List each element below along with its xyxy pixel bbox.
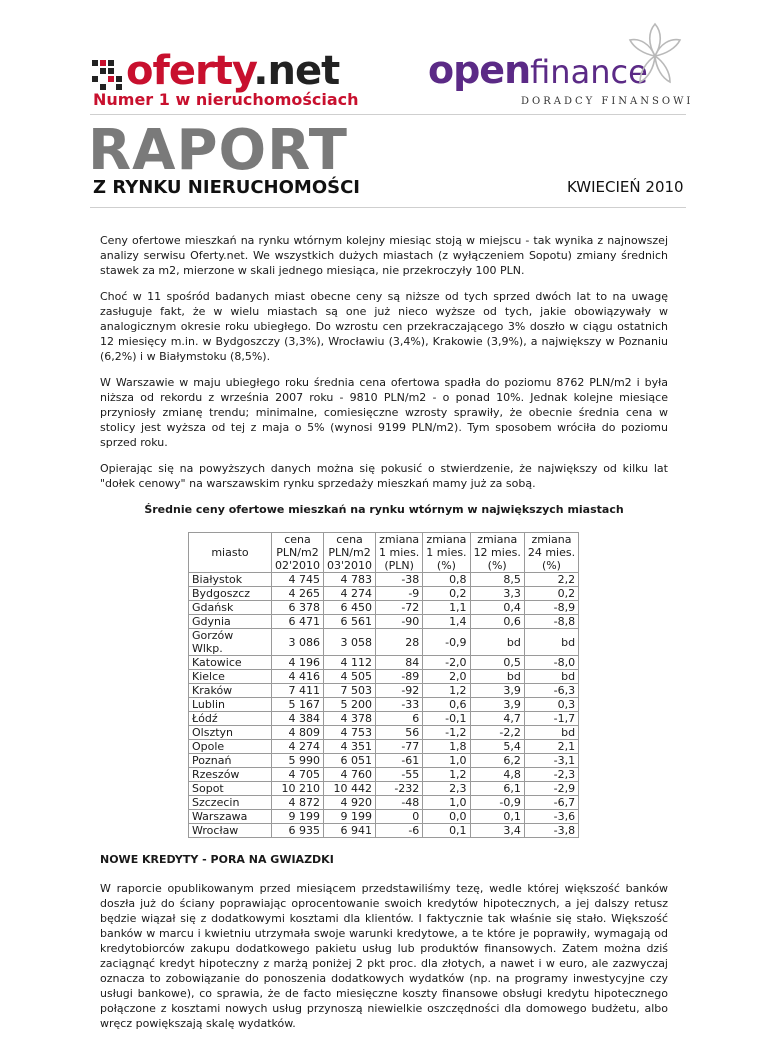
value-cell: 10 210 [272, 782, 324, 796]
table-row [189, 587, 579, 601]
value-cell: 4 705 [272, 768, 324, 782]
value-cell: 3,4 [470, 824, 524, 838]
value-cell: 4 920 [324, 796, 376, 810]
city-cell: Olsztyn [189, 726, 272, 740]
report-header [0, 0, 768, 215]
value-cell: -9 [376, 587, 423, 601]
column-header-line: zmiana [379, 533, 420, 546]
column-header-line: zmiana [531, 533, 572, 546]
column-header-line: (%) [487, 559, 507, 572]
value-cell: 1,4 [423, 615, 470, 629]
value-cell: bd [470, 629, 524, 656]
value-cell: 84 [376, 656, 423, 670]
table-row [189, 824, 579, 838]
city-cell: Lublin [189, 698, 272, 712]
column-header-line: PLN/m2 [328, 546, 371, 559]
city-cell: Szczecin [189, 796, 272, 810]
value-cell: 4 384 [272, 712, 324, 726]
value-cell: -77 [376, 740, 423, 754]
value-cell: 6 [376, 712, 423, 726]
header-top-rule [90, 114, 686, 115]
value-cell: 28 [376, 629, 423, 656]
column-header-line: (PLN) [384, 559, 414, 572]
column-header-line: cena [284, 533, 311, 546]
value-cell: -6,7 [524, 796, 578, 810]
city-cell: Łódź [189, 712, 272, 726]
value-cell: bd [524, 670, 578, 684]
value-cell: 3 058 [324, 629, 376, 656]
value-cell: bd [524, 629, 578, 656]
value-cell: 0,1 [423, 824, 470, 838]
value-cell: 3,9 [470, 684, 524, 698]
open-finance-subtitle: DORADCY FINANSOWI [521, 96, 694, 107]
value-cell: 1,0 [423, 796, 470, 810]
city-cell: Gorzów Wlkp. [189, 629, 272, 656]
value-cell: 6,2 [470, 754, 524, 768]
value-cell: 1,2 [423, 684, 470, 698]
city-cell: Białystok [189, 573, 272, 587]
value-cell: -8,9 [524, 601, 578, 615]
value-cell: 6 051 [324, 754, 376, 768]
column-header-line: PLN/m2 [276, 546, 319, 559]
table-row [189, 656, 579, 670]
intro-paragraph: Ceny ofertowe mieszkań na rynku wtórnym kolejny miesiąc stoją w miejscu - tak wynika z najnowszej analizy serwisu Oferty.net. We wszystkich dużych miastach (z wyłączeniem Sopotu) zmiany średnich stawek za m2, mierzone w skali jednego miesiąca, nie przekroczyły 100 PLN. [100, 234, 668, 277]
city-cell: Warszawa [189, 810, 272, 824]
value-cell: 0 [376, 810, 423, 824]
column-header [376, 533, 423, 573]
value-cell: 10 442 [324, 782, 376, 796]
value-cell: bd [524, 726, 578, 740]
value-cell: 4 872 [272, 796, 324, 810]
value-cell: 6 561 [324, 615, 376, 629]
value-cell: 0,8 [423, 573, 470, 587]
table-title: Średnie ceny ofertowe mieszkań na rynku wtórnym w największych miastach [144, 503, 624, 516]
city-cell: Kraków [189, 684, 272, 698]
column-header-city [189, 533, 272, 573]
value-cell: -2,0 [423, 656, 470, 670]
table-row [189, 629, 579, 656]
value-cell: 4,8 [470, 768, 524, 782]
city-cell: Gdańsk [189, 601, 272, 615]
value-cell: 4 760 [324, 768, 376, 782]
table-row [189, 670, 579, 684]
value-cell: -61 [376, 754, 423, 768]
value-cell: -55 [376, 768, 423, 782]
value-cell: -92 [376, 684, 423, 698]
value-cell: -1,7 [524, 712, 578, 726]
value-cell: -8,8 [524, 615, 578, 629]
value-cell: 56 [376, 726, 423, 740]
value-cell: 6 471 [272, 615, 324, 629]
column-header-line: 02'2010 [275, 559, 321, 572]
value-cell: 9 199 [324, 810, 376, 824]
city-cell: Rzeszów [189, 768, 272, 782]
value-cell: 0,1 [470, 810, 524, 824]
header-bottom-rule [90, 207, 686, 208]
value-cell: 6 941 [324, 824, 376, 838]
column-header-line: 1 mies. [426, 546, 467, 559]
value-cell: -2,9 [524, 782, 578, 796]
value-cell: -3,1 [524, 754, 578, 768]
value-cell: 4,7 [470, 712, 524, 726]
table-header-row [189, 533, 579, 573]
intro-paragraph: Opierając się na powyższych danych można się pokusić o stwierdzenie, że największy od kilku lat "dołek cenowy" na warszawskim rynku sprzedaży mieszkań mamy już za sobą. [100, 462, 668, 490]
value-cell: -2,3 [524, 768, 578, 782]
value-cell: -48 [376, 796, 423, 810]
value-cell: 4 378 [324, 712, 376, 726]
city-cell: Opole [189, 740, 272, 754]
table-row [189, 796, 579, 810]
intro-paragraph: W Warszawie w maju ubiegłego roku średnia cena ofertowa spadła do poziomu 8762 PLN/m2 i była niższa od rekordu z września 2007 roku - 9810 PLN/m2 - o ponad 10%. Jednak kolejne miesiące przyniosły zmianę trendu; minimalne, comiesięczne wzrosty sprawiły, że obecnie średnia cena w stolicy jest wyższa od tej z maja o 5% (wynosi 9199 PLN/m2). Tym sposobem wróciła do poziomu sprzed roku. [100, 376, 668, 449]
column-header [272, 533, 324, 573]
value-cell: 4 505 [324, 670, 376, 684]
section-heading: NOWE KREDYTY - PORA NA GWIAZDKI [100, 853, 334, 866]
value-cell: -1,2 [423, 726, 470, 740]
value-cell: 4 265 [272, 587, 324, 601]
value-cell: 5 990 [272, 754, 324, 768]
table-row [189, 740, 579, 754]
value-cell: 6 935 [272, 824, 324, 838]
table-row [189, 754, 579, 768]
value-cell: 2,1 [524, 740, 578, 754]
value-cell: 0,2 [524, 587, 578, 601]
column-header-line: cena [336, 533, 363, 546]
value-cell: 2,0 [423, 670, 470, 684]
table-body [189, 573, 579, 838]
value-cell: 0,0 [423, 810, 470, 824]
report-date: KWIECIEŃ 2010 [567, 178, 684, 196]
value-cell: 1,2 [423, 768, 470, 782]
table-row [189, 726, 579, 740]
value-cell: 0,5 [470, 656, 524, 670]
grid-squares-icon [92, 60, 122, 90]
column-header [423, 533, 470, 573]
value-cell: -89 [376, 670, 423, 684]
value-cell: 2,3 [423, 782, 470, 796]
report-body [100, 233, 668, 1042]
value-cell: -0,1 [423, 712, 470, 726]
column-header-line: miasto [211, 546, 249, 559]
column-header-line: 12 mies. [473, 546, 521, 559]
city-cell: Sopot [189, 782, 272, 796]
value-cell: -72 [376, 601, 423, 615]
value-cell: -0,9 [423, 629, 470, 656]
column-header [524, 533, 578, 573]
value-cell: 4 196 [272, 656, 324, 670]
column-header-line: 03'2010 [327, 559, 373, 572]
price-table [188, 532, 579, 838]
value-cell: 8,5 [470, 573, 524, 587]
value-cell: -232 [376, 782, 423, 796]
value-cell: 3,9 [470, 698, 524, 712]
value-cell: -6,3 [524, 684, 578, 698]
value-cell: 3,3 [470, 587, 524, 601]
column-header [470, 533, 524, 573]
table-row [189, 712, 579, 726]
value-cell: 1,0 [423, 754, 470, 768]
city-cell: Gdynia [189, 615, 272, 629]
value-cell: 5,4 [470, 740, 524, 754]
value-cell: 5 200 [324, 698, 376, 712]
tagline: Numer 1 w nieruchomościach [93, 90, 359, 109]
column-header-line: zmiana [477, 533, 518, 546]
column-header-line: 24 mies. [527, 546, 576, 559]
value-cell: 4 351 [324, 740, 376, 754]
section-paragraph: W raporcie opublikowanym przed miesiącem przedstawiliśmy tezę, wedle której większość banków doszła już do ściany poprawiając oprocentowanie swoich kredytów hipotecznych, a jej dalszy retusz będzie wiązał się z dodatkowymi kosztami dla klientów. I faktycznie tak właśnie się stało. Większość banków w marcu i kwietniu utrzymała swoje warunki kredytowe, a te które je poprawiły, wymagają od kredytobiorców zakupu dodatkowego pakietu usług lub produktów finansowych. Zatem można dziś zaciągnąć kredyt hipoteczny z marżą poniżej 2 pkt proc. dla złotych, a nawet i w euro, ale zazwyczaj oznacza to zobowiązanie do ponoszenia dodatkowych wydatków (np. na programy inwestycyjne czy usługi bankowe), co sprawia, że de facto miesięczne koszty finansowe obsługi kredytu hipotecznego połączone z kosztami nowych usług przynoszą niewielkie oszczędności dla domowego budżetu, albo wręcz powiększają skalę wydatków. [100, 882, 668, 1030]
value-cell: 6 450 [324, 601, 376, 615]
city-cell: Poznań [189, 754, 272, 768]
open-finance-logo: openfinance [428, 48, 648, 92]
value-cell: 2,2 [524, 573, 578, 587]
value-cell: -33 [376, 698, 423, 712]
table-row [189, 810, 579, 824]
flower-icon [626, 20, 684, 90]
city-cell: Kielce [189, 670, 272, 684]
value-cell: 6 378 [272, 601, 324, 615]
value-cell: 9 199 [272, 810, 324, 824]
report-title: RAPORT [88, 118, 348, 183]
value-cell: -6 [376, 824, 423, 838]
column-header-line: (%) [436, 559, 456, 572]
value-cell: 1,8 [423, 740, 470, 754]
value-cell: 4 753 [324, 726, 376, 740]
value-cell: 4 274 [324, 587, 376, 601]
value-cell: -8,0 [524, 656, 578, 670]
value-cell: 5 167 [272, 698, 324, 712]
table-row [189, 768, 579, 782]
intro-paragraph: Choć w 11 spośród badanych miast obecne ceny są niższe od tych sprzed dwóch lat to na uwagę zasługuje fakt, że w wielu miastach są one już nieco wyższe od tych, jakie obowiązywały w analogicznym okresie roku ubiegłego. Do wzrostu cen przekraczającego 3% doszło w ciągu ostatnich 12 miesięcy m.in. w Bydgoszczy (3,3%), Wrocławiu (3,4%), Krakowie (3,9%), a największy w Poznaniu (6,2%) i w Białymstoku (8,5%). [100, 290, 668, 363]
value-cell: 4 809 [272, 726, 324, 740]
value-cell: -38 [376, 573, 423, 587]
column-header [324, 533, 376, 573]
table-row [189, 698, 579, 712]
city-cell: Bydgoszcz [189, 587, 272, 601]
value-cell: 6,1 [470, 782, 524, 796]
value-cell: bd [470, 670, 524, 684]
value-cell: 3 086 [272, 629, 324, 656]
table-row [189, 601, 579, 615]
table-row [189, 615, 579, 629]
value-cell: -90 [376, 615, 423, 629]
column-header-line: (%) [541, 559, 561, 572]
column-header-line: 1 mies. [379, 546, 420, 559]
value-cell: 4 783 [324, 573, 376, 587]
city-cell: Katowice [189, 656, 272, 670]
value-cell: 4 112 [324, 656, 376, 670]
city-cell: Wrocław [189, 824, 272, 838]
value-cell: -0,9 [470, 796, 524, 810]
report-subtitle: Z RYNKU NIERUCHOMOŚCI [93, 177, 361, 198]
value-cell: 4 745 [272, 573, 324, 587]
value-cell: 7 411 [272, 684, 324, 698]
table-row [189, 782, 579, 796]
value-cell: 0,3 [524, 698, 578, 712]
oferty-wordmark: oferty.net [126, 48, 340, 94]
column-header-line: zmiana [426, 533, 467, 546]
value-cell: 7 503 [324, 684, 376, 698]
value-cell: 0,6 [423, 698, 470, 712]
value-cell: 0,2 [423, 587, 470, 601]
value-cell: 0,6 [470, 615, 524, 629]
table-row [189, 573, 579, 587]
value-cell: 0,4 [470, 601, 524, 615]
value-cell: -3,6 [524, 810, 578, 824]
value-cell: -3,8 [524, 824, 578, 838]
value-cell: 4 416 [272, 670, 324, 684]
table-row [189, 684, 579, 698]
value-cell: 4 274 [272, 740, 324, 754]
value-cell: -2,2 [470, 726, 524, 740]
value-cell: 1,1 [423, 601, 470, 615]
